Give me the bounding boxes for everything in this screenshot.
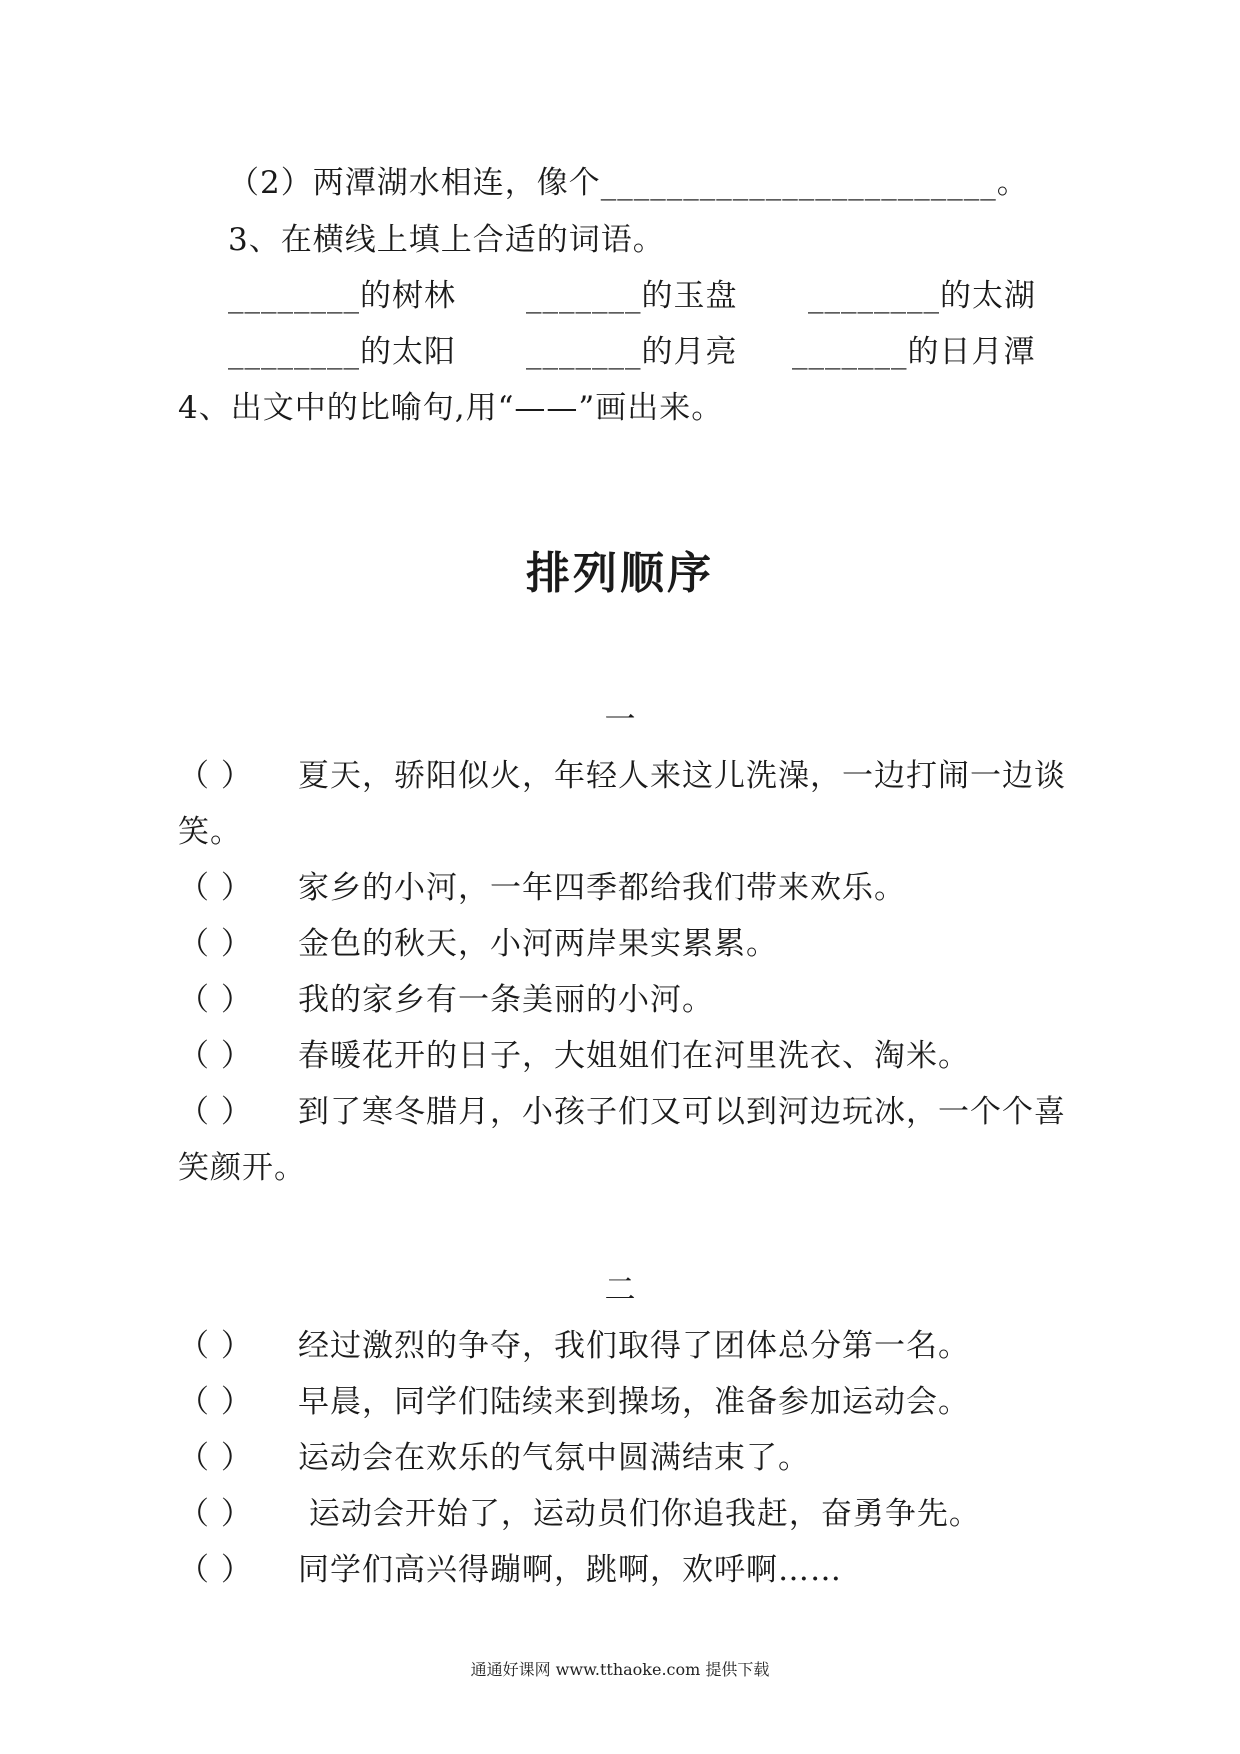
list-item <box>178 1550 842 1590</box>
fill-blank-item: _______的月亮 <box>526 334 738 370</box>
answer-paren: （ ） <box>178 1328 253 1364</box>
sentence-text: 运动会在欢乐的气氛中圆满结束了。 <box>298 1440 810 1476</box>
list-item <box>178 980 714 1020</box>
list-item <box>178 1092 1066 1132</box>
group-1-number: 一 <box>604 702 636 738</box>
question-4-line: 4、出文中的比喻句,用“——”画出来。 <box>178 390 724 426</box>
sentence-text: 到了寒冬腊月，小孩子们又可以到河边玩冰，一个个喜 <box>298 1094 1066 1130</box>
answer-paren: （ ） <box>178 926 253 962</box>
answer-paren: （ ） <box>178 1552 253 1588</box>
fill-blank-item: ________的太阳 <box>228 334 456 370</box>
page-footer: 通通好课网 www.tthaoke.com 提供下载 <box>470 1660 770 1679</box>
list-item-continuation: 笑颜开。 <box>178 1150 306 1186</box>
answer-paren: （ ） <box>178 1038 253 1074</box>
answer-paren: （ ） <box>178 870 253 906</box>
sentence-text: 经过激烈的争夺，我们取得了团体总分第一名。 <box>298 1328 970 1364</box>
page-title: 排列顺序 <box>526 548 714 599</box>
sentence-text: 早晨，同学们陆续来到操场，准备参加运动会。 <box>298 1384 970 1420</box>
list-item <box>178 756 1066 796</box>
fill-blank-item: ________的树林 <box>228 278 456 314</box>
sentence-text: 我的家乡有一条美丽的小河。 <box>298 982 714 1018</box>
answer-paren: （ ） <box>178 1384 253 1420</box>
list-item <box>178 1382 970 1422</box>
question-2-line: （2）两潭湖水相连，像个________________________。 <box>228 165 1029 201</box>
sentence-text: 运动会开始了，运动员们你追我赶，奋勇争先。 <box>298 1496 981 1532</box>
sentence-text: 家乡的小河，一年四季都给我们带来欢乐。 <box>298 870 906 906</box>
fill-blank-item: _______的玉盘 <box>526 278 738 314</box>
sentence-text: 同学们高兴得蹦啊，跳啊，欢呼啊…… <box>298 1552 842 1588</box>
fill-blank-item: _______的日月潭 <box>792 334 1036 370</box>
answer-paren: （ ） <box>178 758 253 794</box>
list-item-continuation: 笑。 <box>178 814 242 850</box>
list-item <box>178 1326 970 1366</box>
list-item <box>178 868 906 908</box>
answer-paren: （ ） <box>178 1094 253 1130</box>
answer-paren: （ ） <box>178 1440 253 1476</box>
sentence-text: 夏天，骄阳似火，年轻人来这儿洗澡，一边打闹一边谈 <box>298 758 1066 794</box>
list-item <box>178 924 778 964</box>
list-item <box>178 1438 810 1478</box>
answer-paren: （ ） <box>178 982 253 1018</box>
sentence-text: 春暖花开的日子，大姐姐们在河里洗衣、淘米。 <box>298 1038 970 1074</box>
question-3-title: 3、在横线上填上合适的词语。 <box>228 222 665 258</box>
fill-blank-item: ________的太湖 <box>808 278 1036 314</box>
sentence-text: 金色的秋天，小河两岸果实累累。 <box>298 926 778 962</box>
group-2-number: 二 <box>604 1272 636 1308</box>
list-item <box>178 1036 970 1076</box>
answer-paren: （ ） <box>178 1496 253 1532</box>
list-item <box>178 1494 981 1534</box>
